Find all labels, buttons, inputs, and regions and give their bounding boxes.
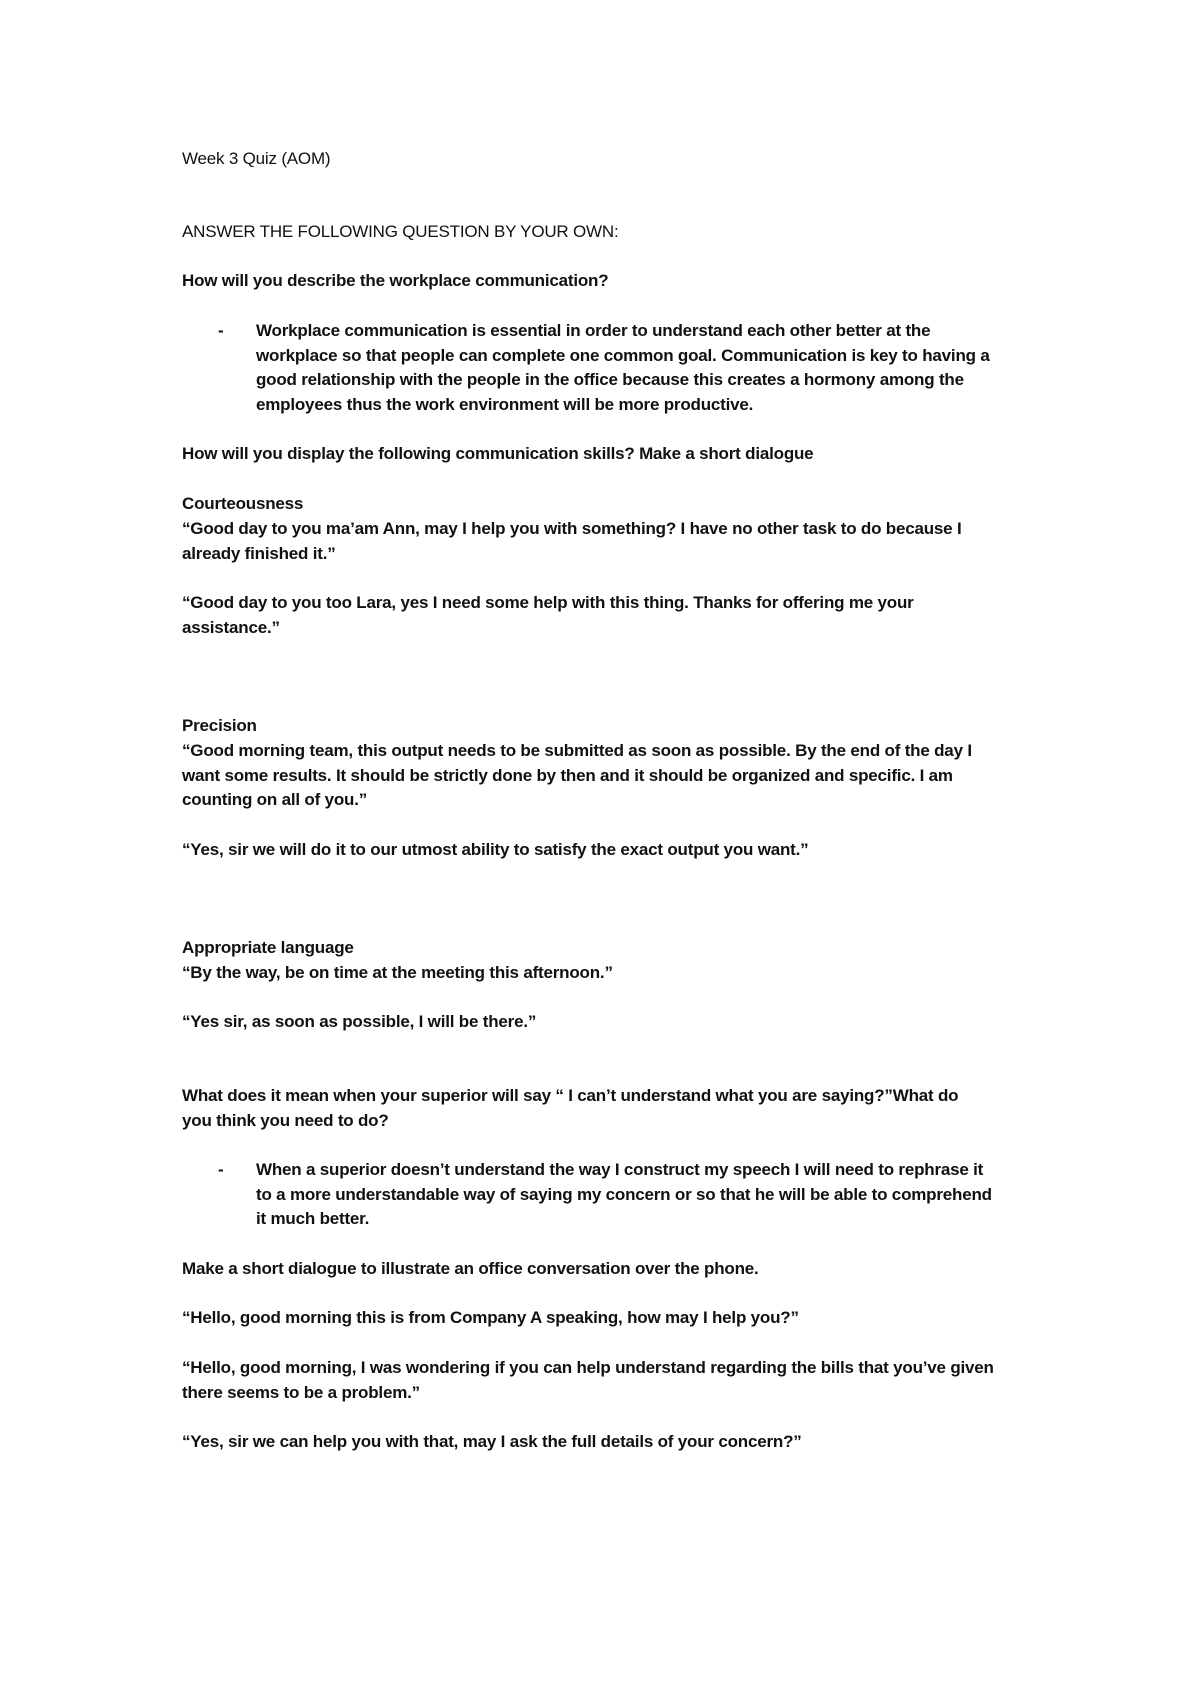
dialogue-line: “Good day to you too Lara, yes I need some help with this thing. Thanks for offering me your [182,593,914,612]
dialogue-line: counting on all of you.” [182,790,368,809]
answer-1-line: employees thus the work environment will be more productive. [256,395,754,414]
bullet-dash: - [218,1160,224,1179]
answer-1-line: workplace so that people can complete one common goal. Communication is key to having a [256,346,990,365]
dialogue-line: “Good day to you ma’am Ann, may I help you with something? I have no other task to do because I [182,519,962,538]
dialogue-line: assistance.” [182,618,280,637]
dialogue-line: “Yes, sir we will do it to our utmost ability to satisfy the exact output you want.” [182,840,809,859]
dialogue-line: “Yes, sir we can help you with that, may I ask the full details of your concern?” [182,1432,802,1451]
question-2: How will you display the following communication skills? Make a short dialogue [182,444,814,463]
dialogue-line: “Hello, good morning this is from Company A speaking, how may I help you?” [182,1308,799,1327]
question-4: Make a short dialogue to illustrate an office conversation over the phone. [182,1259,759,1278]
answer-1-line: good relationship with the people in the office because this creates a hormony among the [256,370,964,389]
heading-precision: Precision [182,716,257,735]
question-3: you think you need to do? [182,1111,389,1130]
dialogue-line: “Good morning team, this output needs to be submitted as soon as possible. By the end of the day I [182,741,972,760]
answer-1-line: Workplace communication is essential in order to understand each other better at the [256,321,931,340]
heading-courteousness: Courteousness [182,494,304,513]
dialogue-line: “Hello, good morning, I was wondering if you can help understand regarding the bills that you’ve given [182,1358,994,1377]
question-3: What does it mean when your superior will say “ I can’t understand what you are saying?”What do [182,1086,959,1105]
answer-3-line: to a more understandable way of saying my concern or so that he will be able to comprehend [256,1185,992,1204]
answer-3-line: it much better. [256,1209,370,1228]
dialogue-line: “By the way, be on time at the meeting this afternoon.” [182,963,613,982]
heading-appropriate-language: Appropriate language [182,938,354,957]
bullet-dash: - [218,321,224,340]
document-title: Week 3 Quiz (AOM) [182,149,331,168]
instruction-text: ANSWER THE FOLLOWING QUESTION BY YOUR OWN: [182,222,619,241]
dialogue-line: there seems to be a problem.” [182,1383,420,1402]
dialogue-line: want some results. It should be strictly done by then and it should be organized and specific. I am [182,766,953,785]
question-1: How will you describe the workplace communication? [182,271,609,290]
dialogue-line: “Yes sir, as soon as possible, I will be there.” [182,1012,537,1031]
answer-3-line: When a superior doesn’t understand the way I construct my speech I will need to rephrase it [256,1160,984,1179]
dialogue-line: already finished it.” [182,544,336,563]
